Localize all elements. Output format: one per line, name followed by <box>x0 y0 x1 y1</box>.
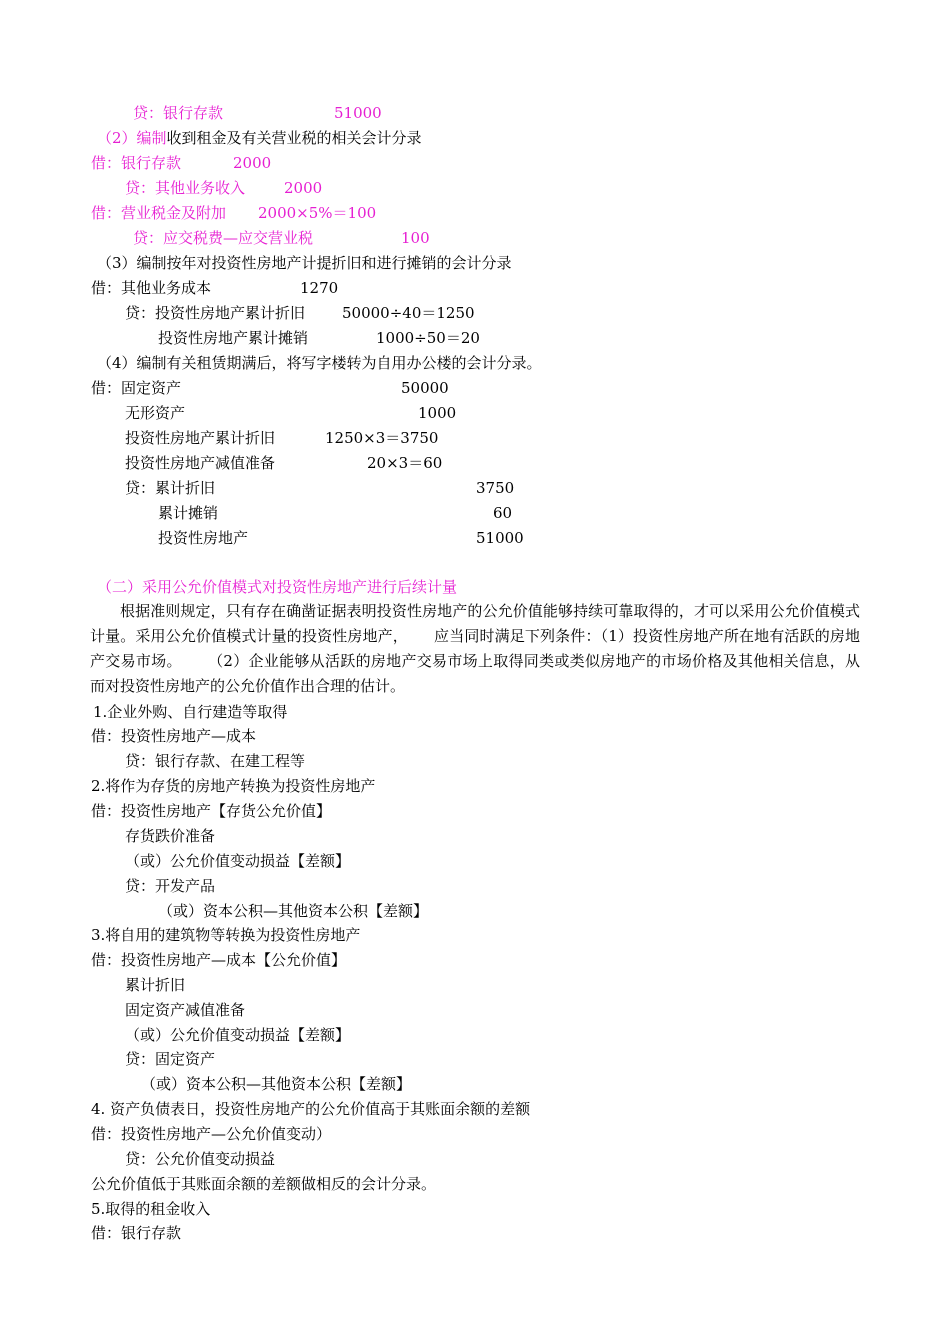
e4-line7: 投资性房地产 <box>158 529 249 547</box>
e4-line6-amount: 60 <box>493 504 513 522</box>
e3-debit-amount: 1270 <box>300 279 339 297</box>
item3s-line2: 累计折旧 <box>125 976 186 994</box>
e3-credit2: 投资性房地产累计摊销 <box>158 329 309 347</box>
item4s-debit: 借：投资性房地产—公允价值变动） <box>91 1125 332 1143</box>
e3-debit: 借：其他业务成本 <box>91 279 212 297</box>
e2-tax-credit-amount: 100 <box>401 229 430 247</box>
e4-line5-amount: 3750 <box>476 479 515 497</box>
e4-line6: 累计摊销 <box>158 504 219 522</box>
para-part-c: （2）企业能够从活跃的房地产交易市场上取得同类或类似房地产的市场价格及其他相关信息，从而对投资性房地产的公允价值作出合理的估计。 <box>90 652 860 695</box>
e3-credit1: 贷：投资性房地产累计折旧 <box>125 304 306 322</box>
e4-line3-calc: 1250×3＝3750 <box>325 429 439 447</box>
para-part-a: 根据准则规定，只有存在确凿证据表明投资性房地产的公允价值能够持续可靠取得的，才可以采用公允价值模式计量。采用公允价值模式计量的投资性房地产， <box>90 602 860 645</box>
item3s-line3: 固定资产减值准备 <box>125 1001 246 1019</box>
item4s-credit: 贷：公允价值变动损益 <box>125 1150 276 1168</box>
item4s-heading: 4. 资产负债表日，投资性房地产的公允价值高于其账面余额的差额 <box>91 1100 531 1118</box>
credit-bank-line: 贷：银行存款 <box>133 104 224 122</box>
item3s-line6: （或）资本公积—其他资本公积【差额】 <box>141 1075 412 1093</box>
item2-prefix: （2）编制 <box>97 129 167 147</box>
para-part-b: 应当同时满足下列条件：（1）投资性房地产所在地有活跃的房地产交易市场。 <box>90 627 860 670</box>
e4-line5: 贷：累计折旧 <box>125 479 216 497</box>
item2-heading <box>97 128 422 148</box>
item5s-debit: 借：银行存款 <box>91 1224 182 1242</box>
item3s-debit: 借：投资性房地产—成本【公允价值】 <box>91 951 347 969</box>
item4s-note: 公允价值低于其账面余额的差额做相反的会计分录。 <box>91 1175 437 1193</box>
section2-heading: （二）采用公允价值模式对投资性房地产进行后续计量 <box>97 578 458 596</box>
section2-paragraph <box>90 599 860 699</box>
e3-credit1-calc: 50000÷40＝1250 <box>342 304 475 322</box>
item4-heading: （4）编制有关租赁期满后，将写字楼转为自用办公楼的会计分录。 <box>97 354 542 372</box>
item3s-heading: 3.将自用的建筑物等转换为投资性房地产 <box>91 926 361 944</box>
e2-tax-credit: 贷：应交税费—应交营业税 <box>133 229 314 247</box>
e2-credit-amount: 2000 <box>284 179 323 197</box>
item1-credit: 贷：银行存款、在建工程等 <box>125 752 306 770</box>
e4-line7-amount: 51000 <box>476 529 524 547</box>
e2-debit: 借：银行存款 <box>91 154 182 172</box>
e2-debit-amount: 2000 <box>233 154 272 172</box>
item3s-line4: （或）公允价值变动损益【差额】 <box>125 1026 351 1044</box>
item5s-heading: 5.取得的租金收入 <box>91 1200 211 1218</box>
e4-line2: 无形资产 <box>125 404 186 422</box>
e4-line1-amount: 50000 <box>401 379 449 397</box>
e4-line2-amount: 1000 <box>418 404 457 422</box>
item2s-credit: 贷：开发产品 <box>125 877 216 895</box>
item2-rest: 收到租金及有关营业税的相关会计分录 <box>166 129 422 147</box>
e4-line1: 借：固定资产 <box>91 379 182 397</box>
e2-tax-calc: 2000×5%＝100 <box>258 204 377 222</box>
item2s-debit: 借：投资性房地产【存货公允价值】 <box>91 802 332 820</box>
item1-debit: 借：投资性房地产—成本 <box>91 727 257 745</box>
item2s-heading: 2.将作为存货的房地产转换为投资性房地产 <box>91 777 376 795</box>
e2-credit: 贷：其他业务收入 <box>125 179 246 197</box>
item2s-line5: （或）资本公积—其他资本公积【差额】 <box>158 902 429 920</box>
item3s-credit: 贷：固定资产 <box>125 1050 216 1068</box>
e4-line3: 投资性房地产累计折旧 <box>125 429 276 447</box>
e3-credit2-calc: 1000÷50＝20 <box>376 329 480 347</box>
credit-bank-amount: 51000 <box>334 104 382 122</box>
item2s-line2: 存货跌价准备 <box>125 827 216 845</box>
item3-heading: （3）编制按年对投资性房地产计提折旧和进行摊销的会计分录 <box>97 254 512 272</box>
e4-line4-calc: 20×3＝60 <box>367 454 443 472</box>
item1-heading: 1.企业外购、自行建造等取得 <box>93 703 288 721</box>
e4-line4: 投资性房地产减值准备 <box>125 454 276 472</box>
e2-tax-debit: 借：营业税金及附加 <box>91 204 227 222</box>
item2s-line3: （或）公允价值变动损益【差额】 <box>125 852 351 870</box>
